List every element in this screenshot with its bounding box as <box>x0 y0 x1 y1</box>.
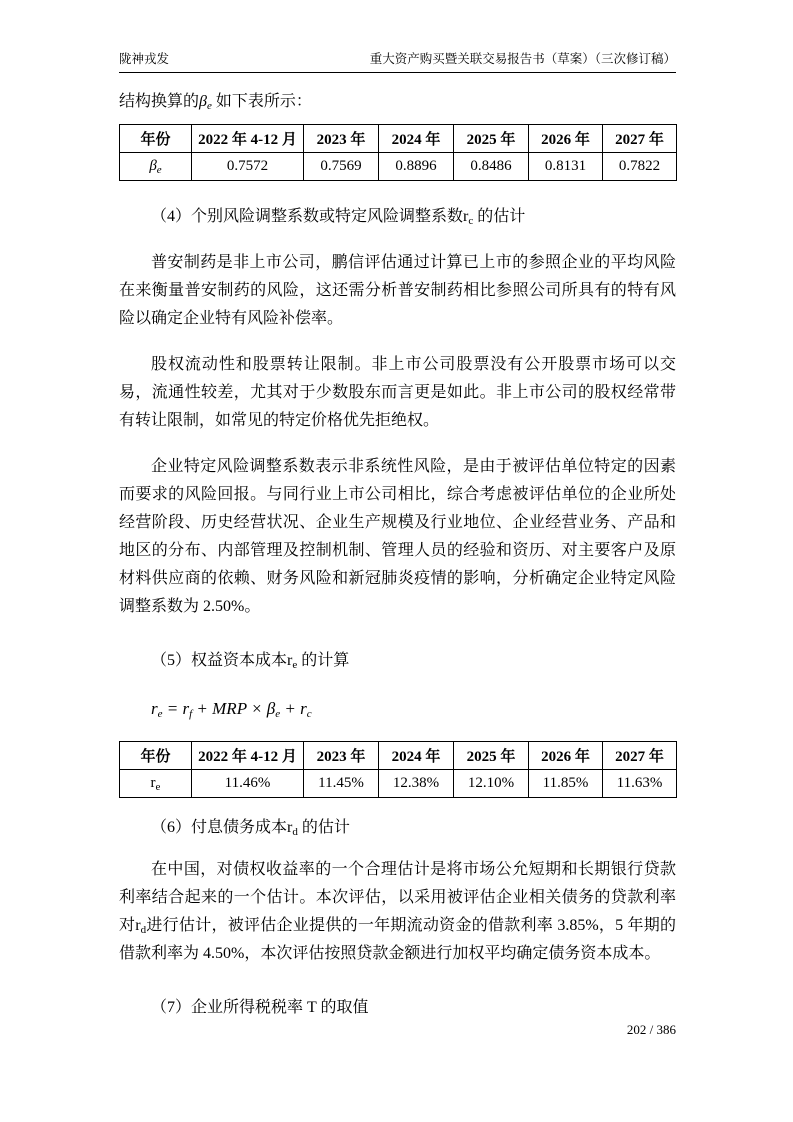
header-doc-full-title: 重大资产购买暨关联交易报告书（草案）（三次修订稿） <box>369 52 676 66</box>
table-cell: 0.7572 <box>192 153 304 181</box>
table-header-cell: 2024 年 <box>379 742 454 770</box>
table-cell: 0.8896 <box>379 153 454 181</box>
section-heading-4 <box>119 203 676 231</box>
intro-paragraph <box>119 88 676 116</box>
intro-text-tail: 如下表所示： <box>211 93 312 110</box>
table-header-cell: 2023 年 <box>304 125 379 153</box>
section-heading-7: （7）企业所得税税率 T 的取值 <box>151 999 369 1016</box>
formula-term: r <box>151 699 158 718</box>
table-header-cell: 2025 年 <box>454 125 529 153</box>
table-header-cell: 年份 <box>120 742 192 770</box>
beta-table-wrapper <box>119 124 676 181</box>
formula-term: + r <box>280 699 307 718</box>
table-header-cell: 2022 年 4-12 月 <box>192 742 304 770</box>
table-header-cell: 2027 年 <box>603 125 677 153</box>
subscript: d <box>292 826 298 838</box>
cost-of-equity-formula <box>151 695 676 723</box>
heading-text-tail: 的估计 <box>473 208 526 225</box>
re-table-header-row <box>120 742 677 770</box>
beta-table-data-row <box>120 153 677 181</box>
table-header-cell: 2026 年 <box>529 742 603 770</box>
paragraph-text: 在中国，对债权收益率的一个合理估计是将市场公允短期和长期银行贷款利率结合起来的一个估计。本次评估，以采用被评估企业相关债务的贷款利率对r <box>119 861 676 934</box>
table-cell: 0.7569 <box>304 153 379 181</box>
formula-term: β <box>266 699 276 718</box>
re-table-wrapper <box>119 741 676 798</box>
footer-page-number: 202 / 386 <box>626 1022 676 1037</box>
table-cell: 11.46% <box>192 770 304 798</box>
table-cell: 0.7822 <box>603 153 677 181</box>
header-doc-short-title: 陇神戎发 <box>119 52 170 66</box>
formula-term: + MRP × <box>192 699 267 718</box>
table-cell: 11.85% <box>529 770 603 798</box>
table-header-cell: 2027 年 <box>603 742 677 770</box>
subscript: e <box>292 659 298 671</box>
table-header-cell: 年份 <box>120 125 192 153</box>
table-cell: 11.63% <box>603 770 677 798</box>
heading-text: （4）个别风险调整系数或特定风险调整系数r <box>151 208 469 225</box>
formula-subscript: e <box>275 708 281 720</box>
header-rule <box>119 72 676 73</box>
formula-subscript: f <box>189 708 193 720</box>
document-content <box>119 88 676 1022</box>
page-header <box>119 50 676 68</box>
subscript: d <box>140 924 147 936</box>
formula-subscript: e <box>157 708 163 720</box>
beta-table-header-row <box>120 125 677 153</box>
paragraph: 企业特定风险调整系数表示非系统性风险，是由于被评估单位特定的因素而要求的风险回报。与同行业上市公司相比，综合考虑被评估单位的企业所处经营阶段、历史经营状况、企业生产规模及行业地位、企业经营业务、产品和地区的分布、内部管理及控制机制、管理人员的经验和资历、对主要客户及原材料供应商的依赖、财务风险和新冠肺炎疫情的影响，分析确定企业特定风险调整系数为 2.50%。 <box>119 458 676 615</box>
re-table-data-row <box>120 770 677 798</box>
cost-of-equity-table <box>119 741 677 798</box>
heading-text-tail: 的计算 <box>297 652 350 669</box>
paragraph <box>119 856 676 968</box>
beta-symbol: β <box>199 93 207 110</box>
table-cell: 12.10% <box>454 770 529 798</box>
row-label-cell <box>120 770 192 798</box>
section-heading-5 <box>119 647 676 675</box>
paragraph: 股权流动性和股票转让限制。非上市公司股票没有公开股票市场可以交易，流通性较差，尤其对于少数股东而言更是如此。非上市公司的股权经常带有转让限制，如常见的特定价格优先拒绝权。 <box>119 356 676 429</box>
heading-text: （5）权益资本成本r <box>151 652 293 669</box>
formula-subscript: c <box>306 708 312 720</box>
beta-symbol: β <box>149 158 157 174</box>
row-label-cell <box>120 153 192 181</box>
table-header-cell: 2023 年 <box>304 742 379 770</box>
table-header-cell: 2026 年 <box>529 125 603 153</box>
paragraph: 普安制药是非上市公司，鹏信评估通过计算已上市的参照企业的平均风险在来衡量普安制药的风险，这还需分析普安制药相比参照公司所具有的特有风险以确定企业特有风险补偿率。 <box>119 254 676 327</box>
table-header-cell: 2024 年 <box>379 125 454 153</box>
subscript: c <box>468 215 474 227</box>
table-header-cell: 2022 年 4-12 月 <box>192 125 304 153</box>
section-heading-6 <box>119 814 676 842</box>
table-header-cell: 2025 年 <box>454 742 529 770</box>
beta-subscript: e <box>156 164 162 176</box>
beta-table <box>119 124 677 181</box>
heading-text: （6）付息债务成本r <box>151 819 293 836</box>
heading-text-tail: 的估计 <box>297 819 350 836</box>
r-symbol: r <box>150 775 156 791</box>
table-cell: 11.45% <box>304 770 379 798</box>
formula-term: = r <box>162 699 190 718</box>
page-footer <box>119 1022 676 1038</box>
table-cell: 12.38% <box>379 770 454 798</box>
table-cell: 0.8486 <box>454 153 529 181</box>
r-subscript: e <box>155 781 161 793</box>
intro-text: 结构换算的 <box>119 93 200 110</box>
paragraph-text-tail: 进行估计，被评估企业提供的一年期流动资金的借款利率 3.85%，5 年期的借款利率为 4.50%，本次评估按照贷款金额进行加权平均确定债务资本成本。 <box>119 917 676 962</box>
table-cell: 0.8131 <box>529 153 603 181</box>
beta-subscript: e <box>206 100 212 112</box>
